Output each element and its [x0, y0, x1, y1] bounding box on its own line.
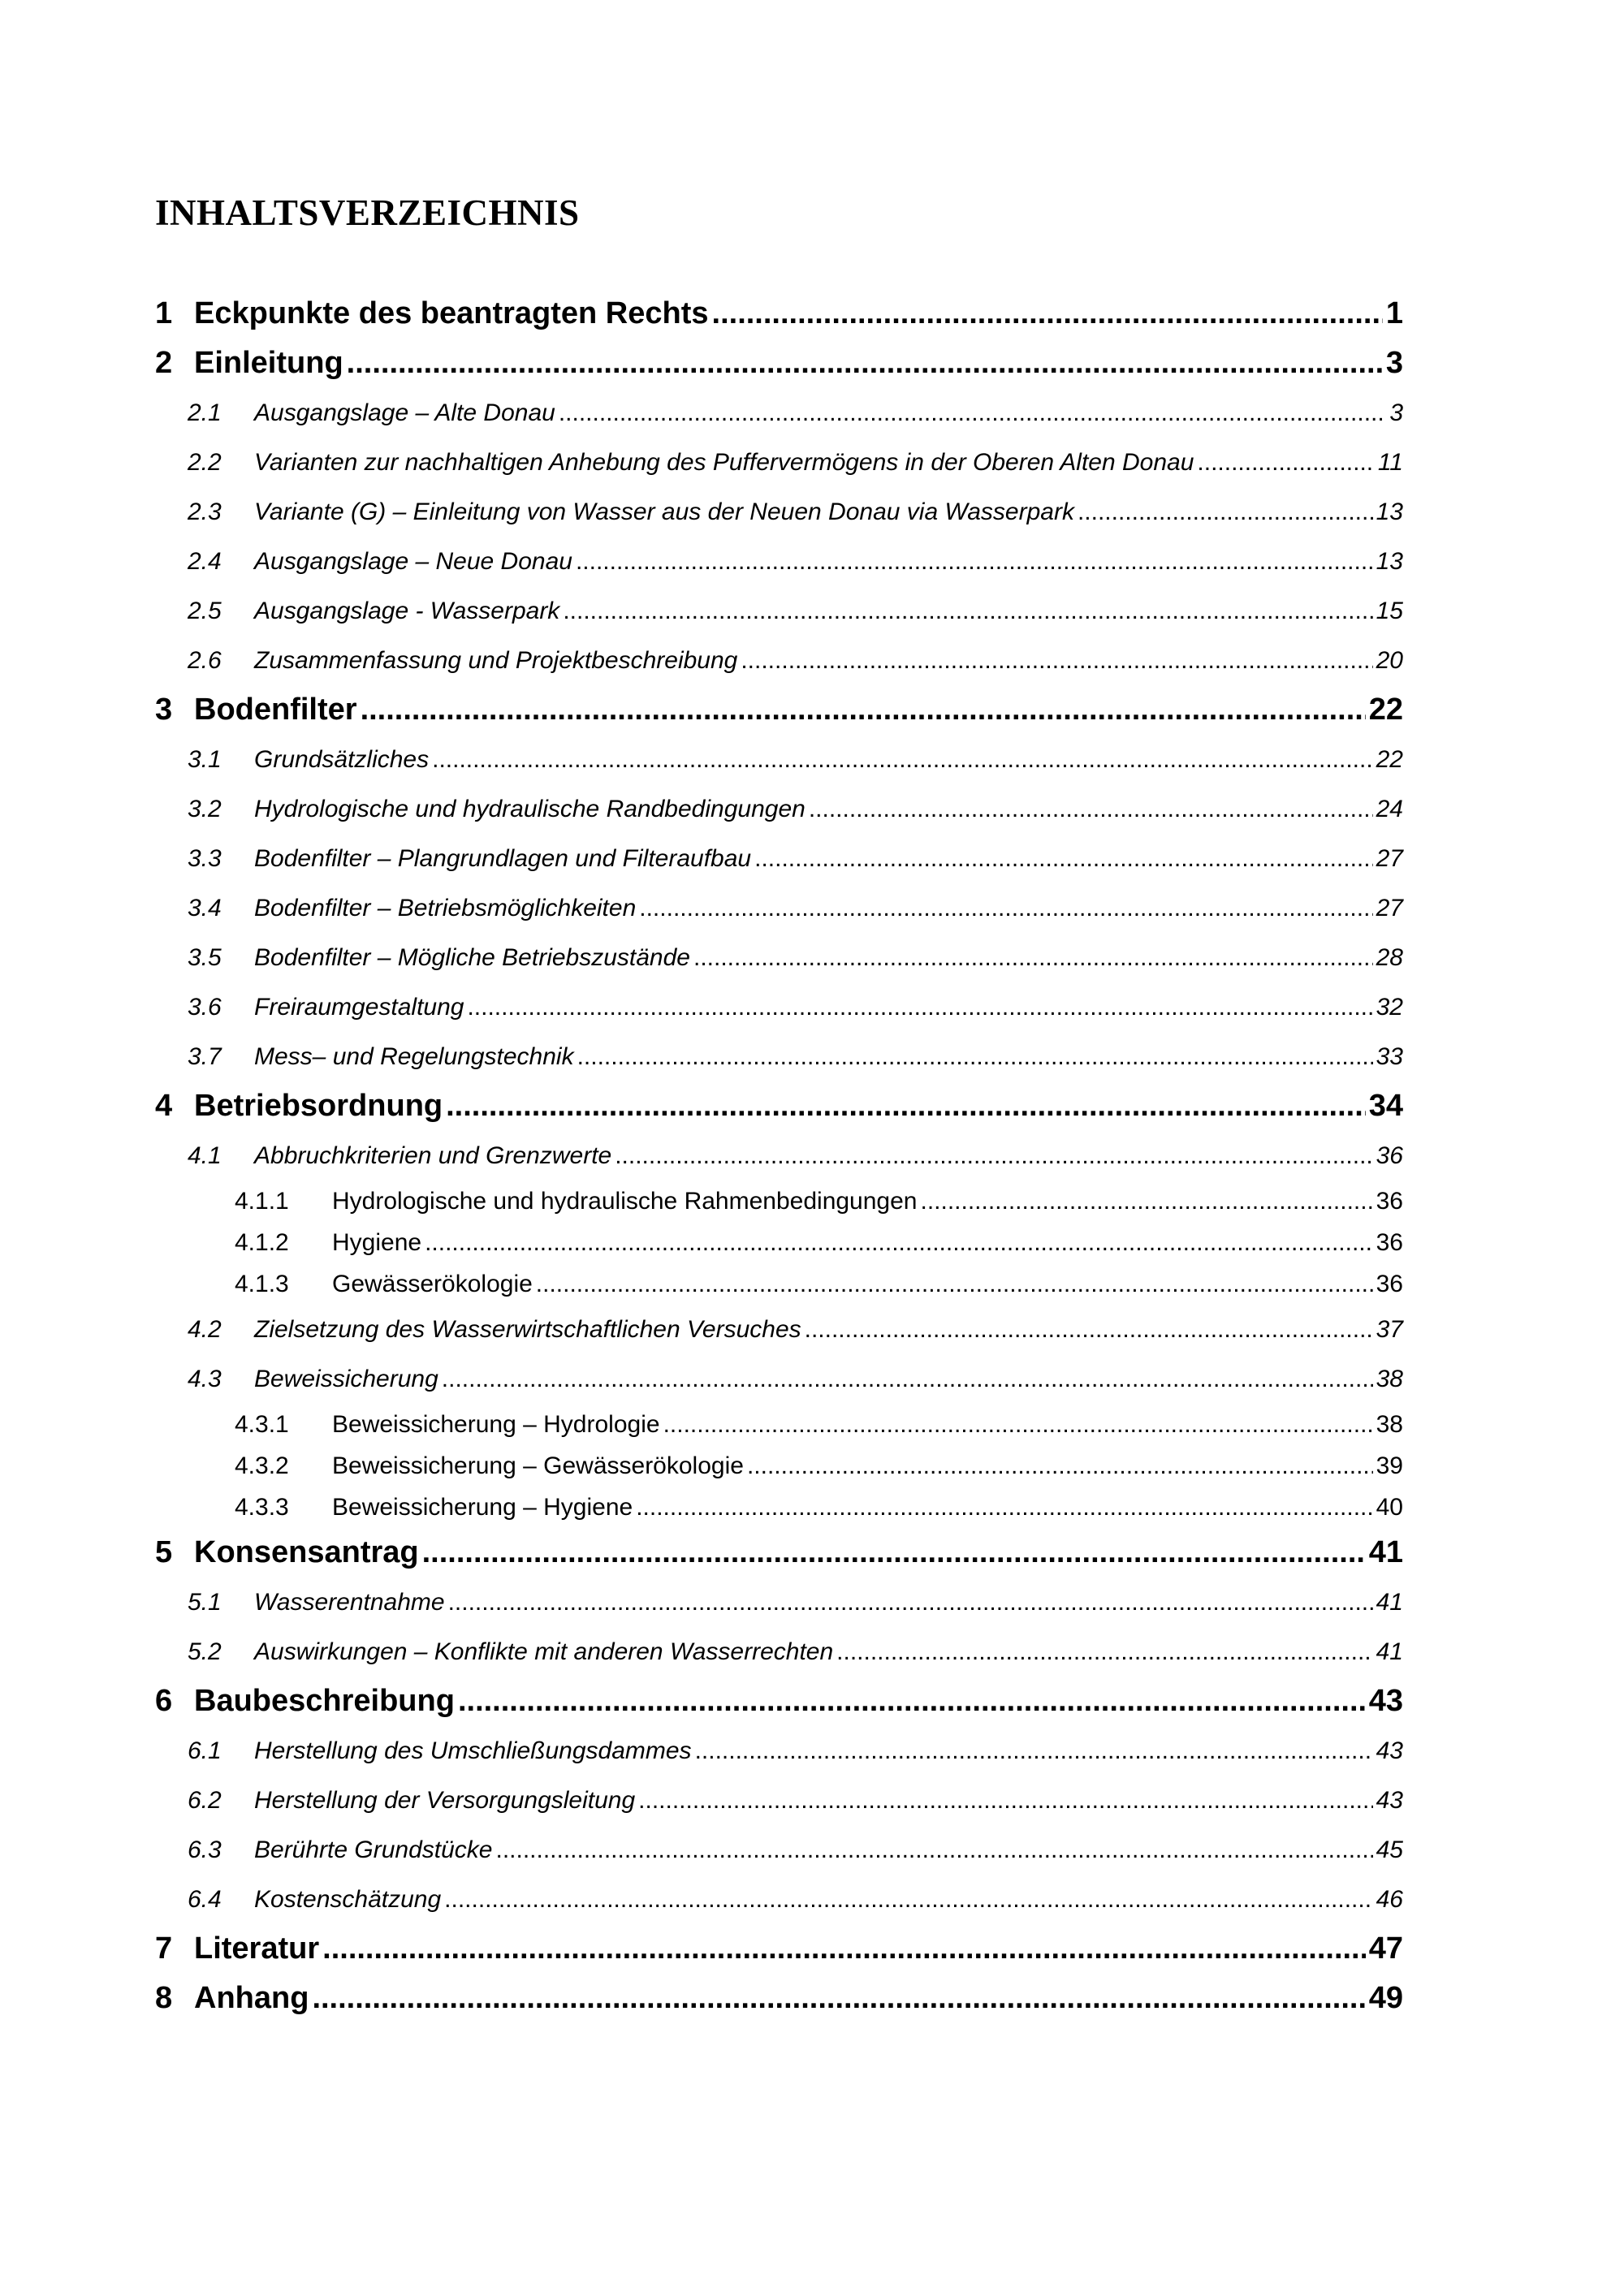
dot-leader [444, 1875, 1372, 1924]
toc-entry-4-3-1[interactable] [155, 1404, 1403, 1445]
toc-entry-number: 4.1.2 [235, 1229, 289, 1256]
toc-entry-2-5[interactable] [155, 586, 1403, 636]
toc-entry-page-number: 36 [1376, 1229, 1403, 1256]
toc-entry-label: Zusammenfassung und Projektbeschreibung [254, 647, 738, 674]
toc-entry-6-4[interactable] [155, 1875, 1403, 1924]
toc-entry-label: Mess– und Regelungstechnik [254, 1043, 574, 1070]
toc-entry-page-number: 41 [1376, 1589, 1403, 1616]
toc-entry-page-number: 3 [1385, 346, 1403, 380]
toc-entry-label: Wasserentnahme [254, 1589, 445, 1616]
toc-entry-page-number: 27 [1376, 845, 1403, 872]
toc-entry-7[interactable] [155, 1924, 1403, 1974]
toc-entry-number: 3.3 [188, 845, 222, 872]
toc-entry-page-number: 13 [1376, 498, 1403, 525]
toc-entry-page-number: 45 [1376, 1836, 1403, 1863]
toc-entry-label: Abbruchkriterien und Grenzwerte [254, 1142, 612, 1169]
dot-leader [836, 1627, 1372, 1677]
dot-leader [425, 1222, 1373, 1263]
dot-leader [805, 1305, 1373, 1354]
toc-entry-page-number: 15 [1376, 598, 1403, 624]
dot-leader [347, 339, 1383, 388]
dot-leader [1197, 438, 1374, 487]
toc-entry-number: 4.3.3 [235, 1494, 289, 1521]
toc-entry-number: 2.3 [188, 498, 222, 525]
toc-entry-page-number: 36 [1376, 1142, 1403, 1169]
toc-entry-label: Literatur [194, 1931, 320, 1966]
toc-entry-number: 6.2 [188, 1787, 222, 1814]
toc-entry-page-number: 36 [1376, 1188, 1403, 1215]
toc-entry-label: Herstellung der Versorgungsleitung [254, 1787, 636, 1814]
toc-entry-number: 6.3 [188, 1836, 222, 1863]
toc-entry-3-1[interactable] [155, 735, 1403, 784]
toc-entry-4-3[interactable] [155, 1354, 1403, 1404]
toc-entry-1[interactable] [155, 289, 1403, 339]
toc-entry-page-number: 43 [1368, 1684, 1403, 1718]
toc-entry-page-number: 13 [1376, 548, 1403, 575]
toc-entry-3-5[interactable] [155, 933, 1403, 982]
toc-entry-3-6[interactable] [155, 982, 1403, 1032]
dot-leader [663, 1404, 1373, 1445]
toc-entry-5-1[interactable] [155, 1577, 1403, 1627]
toc-entry-page-number: 40 [1376, 1494, 1403, 1521]
toc-entry-label: Zielsetzung des Wasserwirtschaftlichen Versuches [254, 1316, 801, 1343]
toc-entry-4-2[interactable] [155, 1305, 1403, 1354]
toc-entry-page-number: 33 [1376, 1043, 1403, 1070]
toc-entry-label: Anhang [194, 1981, 309, 2015]
toc-entry-page-number: 38 [1376, 1411, 1403, 1438]
toc-entry-label: Herstellung des Umschließungsdammes [254, 1737, 692, 1764]
toc-entry-label: Gewässerökologie [332, 1271, 533, 1297]
toc-entry-6-3[interactable] [155, 1825, 1403, 1875]
dot-leader [638, 1776, 1372, 1825]
dot-leader [576, 537, 1373, 586]
toc-entry-label: Hydrologische und hydraulische Randbedingungen [254, 796, 806, 822]
toc-entry-page-number: 41 [1376, 1638, 1403, 1665]
dot-leader [747, 1445, 1373, 1487]
toc-entry-number: 2.6 [188, 647, 222, 674]
toc-entry-number: 5 [155, 1535, 173, 1569]
dot-leader [458, 1677, 1366, 1726]
toc-entry-page-number: 49 [1368, 1981, 1403, 2015]
toc-entry-number: 6.1 [188, 1737, 222, 1764]
toc-entry-3-4[interactable] [155, 883, 1403, 933]
toc-entry-label: Bodenfilter [194, 693, 357, 727]
toc-entry-page-number: 43 [1376, 1737, 1403, 1764]
toc-entry-label: Konsensantrag [194, 1535, 419, 1569]
toc-entry-label: Auswirkungen – Konflikte mit anderen Wasserrechten [254, 1638, 834, 1665]
toc-entry-2-1[interactable] [155, 388, 1403, 438]
toc-entry-page-number: 37 [1376, 1316, 1403, 1343]
dot-leader [312, 1974, 1365, 2023]
toc-entry-number: 3.7 [188, 1043, 222, 1070]
toc-entry-number: 4.3.1 [235, 1411, 289, 1438]
toc-entry-label: Beweissicherung – Hydrologie [332, 1411, 660, 1438]
toc-entry-number: 6.4 [188, 1886, 222, 1913]
toc-entry-number: 4 [155, 1089, 173, 1123]
toc-entry-4-3-2[interactable] [155, 1445, 1403, 1487]
toc-entry-label: Beweissicherung – Hygiene [332, 1494, 633, 1521]
toc-entry-number: 2.4 [188, 548, 222, 575]
toc-entry-number: 4.1.1 [235, 1188, 289, 1215]
toc-entry-label: Hydrologische und hydraulische Rahmenbedingungen [332, 1188, 918, 1215]
toc-entry-4-1-1[interactable] [155, 1180, 1403, 1222]
dot-leader [615, 1131, 1372, 1180]
toc-entry-number: 4.2 [188, 1316, 222, 1343]
toc-entry-label: Baubeschreibung [194, 1684, 455, 1718]
toc-entry-number: 3.1 [188, 746, 222, 773]
toc-entry-page-number: 34 [1368, 1089, 1403, 1123]
toc-entry-5[interactable] [155, 1528, 1403, 1577]
toc-entry-2[interactable] [155, 339, 1403, 388]
toc-entry-6[interactable] [155, 1677, 1403, 1726]
toc-entry-4-1-2[interactable] [155, 1222, 1403, 1263]
toc-entry-3[interactable] [155, 685, 1403, 735]
toc-entry-label: Einleitung [194, 346, 343, 380]
dot-leader [712, 289, 1383, 339]
toc-entry-3-7[interactable] [155, 1032, 1403, 1081]
dot-leader [467, 982, 1372, 1032]
toc-entry-page-number: 24 [1376, 796, 1403, 822]
toc-entry-label: Kostenschätzung [254, 1886, 442, 1913]
toc-entry-4-1[interactable] [155, 1131, 1403, 1180]
toc-entry-page-number: 11 [1377, 449, 1403, 476]
toc-entry-label: Freiraumgestaltung [254, 994, 464, 1021]
toc-entry-label: Ausgangslage - Wasserpark [254, 598, 560, 624]
dot-leader [754, 834, 1373, 883]
dot-leader [448, 1577, 1373, 1627]
toc-entry-6-2[interactable] [155, 1776, 1403, 1825]
toc-entry-page-number: 1 [1385, 296, 1403, 330]
toc-entry-number: 4.3.2 [235, 1452, 289, 1479]
toc-entry-page-number: 39 [1376, 1452, 1403, 1479]
toc-entry-page-number: 46 [1376, 1886, 1403, 1913]
toc-entry-label: Ausgangslage – Alte Donau [254, 399, 555, 426]
dot-leader [432, 735, 1373, 784]
toc-entry-page-number: 27 [1376, 895, 1403, 921]
toc-entry-label: Beweissicherung – Gewässerökologie [332, 1452, 744, 1479]
toc-entry-label: Ausgangslage – Neue Donau [254, 548, 572, 575]
dot-leader [920, 1180, 1372, 1222]
toc-entry-label: Beweissicherung [254, 1366, 438, 1392]
toc-entry-label: Berührte Grundstücke [254, 1836, 493, 1863]
toc-entry-number: 3.2 [188, 796, 222, 822]
toc-entry-2-3[interactable] [155, 487, 1403, 537]
toc-entry-number: 3 [155, 693, 173, 727]
toc-entry-page-number: 43 [1376, 1787, 1403, 1814]
dot-leader [695, 1726, 1373, 1776]
toc-entry-number: 6 [155, 1684, 173, 1718]
toc-entry-2-4[interactable] [155, 537, 1403, 586]
dot-leader [741, 636, 1372, 685]
page-title: INHALTSVERZEICHNIS [155, 192, 580, 233]
toc-entry-number: 2.1 [188, 399, 222, 426]
dot-leader [536, 1263, 1373, 1305]
toc-entry-number: 2 [155, 346, 173, 380]
dot-leader [639, 883, 1372, 933]
dot-leader [422, 1528, 1366, 1577]
toc-entry-label: Bodenfilter – Betriebsmöglichkeiten [254, 895, 637, 921]
dot-leader [446, 1081, 1366, 1131]
dot-leader [1078, 487, 1373, 537]
toc-entry-6-1[interactable] [155, 1726, 1403, 1776]
toc-entry-label: Varianten zur nachhaltigen Anhebung des Puffervermögens in der Oberen Alten Donau [254, 449, 1194, 476]
toc-entry-label: Hygiene [332, 1229, 422, 1256]
toc-entry-page-number: 36 [1376, 1271, 1403, 1297]
toc-entry-label: Bodenfilter – Mögliche Betriebszustände [254, 944, 690, 971]
toc-entry-number: 4.1 [188, 1142, 222, 1169]
toc-entry-page-number: 22 [1368, 693, 1403, 727]
toc-entry-number: 5.1 [188, 1589, 222, 1616]
toc-entry-label: Grundsätzliches [254, 746, 430, 773]
toc-entry-number: 2.5 [188, 598, 222, 624]
toc-entry-page-number: 28 [1376, 944, 1403, 971]
toc-entry-label: Bodenfilter – Plangrundlagen und Filteraufbau [254, 845, 752, 872]
toc-entry-4-3-3[interactable] [155, 1487, 1403, 1528]
toc-entry-page-number: 22 [1376, 746, 1403, 773]
toc-entry-number: 7 [155, 1931, 173, 1966]
dot-leader [636, 1487, 1372, 1528]
dot-leader [563, 586, 1372, 636]
toc-entry-3-2[interactable] [155, 784, 1403, 834]
toc-entry-number: 8 [155, 1981, 173, 2015]
dot-leader [577, 1032, 1373, 1081]
toc-entry-number: 4.3 [188, 1366, 222, 1392]
toc-entry-number: 4.1.3 [235, 1271, 289, 1297]
table-of-contents [155, 289, 1403, 2023]
toc-entry-page-number: 20 [1376, 647, 1403, 674]
toc-entry-number: 3.6 [188, 994, 222, 1021]
toc-entry-4-1-3[interactable] [155, 1263, 1403, 1305]
toc-entry-number: 2.2 [188, 449, 222, 476]
toc-entry-page-number: 38 [1376, 1366, 1403, 1392]
toc-entry-number: 3.5 [188, 944, 222, 971]
toc-entry-page-number: 41 [1368, 1535, 1403, 1569]
toc-entry-2-2[interactable] [155, 438, 1403, 487]
toc-entry-page-number: 3 [1389, 399, 1403, 426]
toc-entry-page-number: 32 [1376, 994, 1403, 1021]
toc-entry-number: 5.2 [188, 1638, 222, 1665]
toc-entry-8[interactable] [155, 1974, 1403, 2023]
toc-entry-5-2[interactable] [155, 1627, 1403, 1677]
dot-leader [809, 784, 1373, 834]
toc-entry-4[interactable] [155, 1081, 1403, 1131]
dot-leader [495, 1825, 1372, 1875]
toc-entry-number: 1 [155, 296, 173, 330]
toc-entry-2-6[interactable] [155, 636, 1403, 685]
toc-entry-label: Eckpunkte des beantragten Rechts [194, 296, 709, 330]
toc-entry-label: Variante (G) – Einleitung von Wasser aus der Neuen Donau via Wasserpark [254, 498, 1074, 525]
toc-entry-label: Betriebsordnung [194, 1089, 443, 1123]
dot-leader [559, 388, 1386, 438]
toc-entry-page-number: 47 [1368, 1931, 1403, 1966]
toc-entry-number: 3.4 [188, 895, 222, 921]
toc-entry-3-3[interactable] [155, 834, 1403, 883]
dot-leader [322, 1924, 1366, 1974]
dot-leader [693, 933, 1373, 982]
dot-leader [442, 1354, 1373, 1404]
dot-leader [361, 685, 1366, 735]
